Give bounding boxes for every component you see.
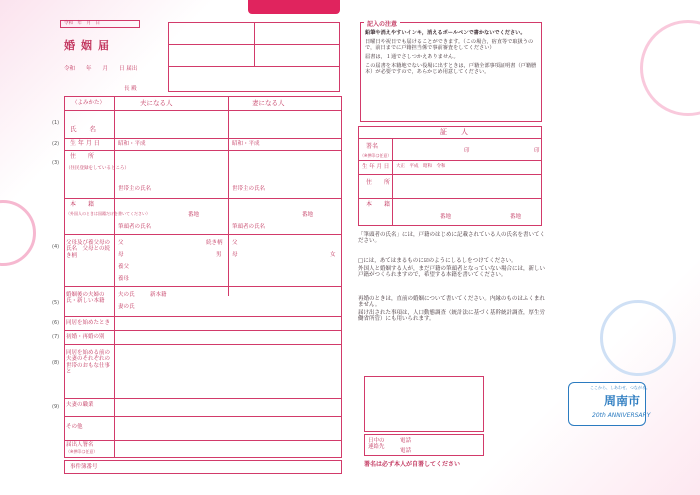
side-number: (2)	[52, 141, 60, 147]
side-number: (6)	[52, 320, 60, 326]
label-job: 夫妻の職業	[66, 402, 94, 408]
grid-line	[64, 416, 342, 417]
label-son: 男	[216, 252, 222, 258]
grid-line	[392, 138, 393, 226]
witness-title: 証 人	[440, 128, 468, 136]
note-right: 「筆頭者の氏名」には，戸籍のはじめに記載されている人の氏名を書いてください。	[358, 232, 546, 245]
banchi-wife: 番地	[302, 212, 314, 218]
side-number: (1)	[52, 120, 60, 126]
banchi-husband: 番地	[188, 212, 200, 218]
birth-era-husband: 昭和・平成	[118, 141, 146, 147]
label-name: 氏 名	[70, 125, 96, 133]
grid-line	[64, 440, 342, 441]
form-title: 婚姻届	[64, 39, 115, 52]
notice-line: 日曜日や祝日でも届けることができます。（この場合，宿直等で取扱うので，前日までに戸籍担当係で事前審査をしてください）	[365, 38, 534, 51]
witness-address: 住 所	[366, 179, 391, 186]
witness-sign-note: （※押印は任意）	[360, 153, 392, 158]
grid-line	[254, 22, 255, 66]
side-number: (5)	[52, 300, 60, 306]
side-number: (7)	[52, 334, 60, 340]
label-other: その他	[66, 424, 83, 430]
side-number: (8)	[52, 360, 60, 366]
logo-tagline: ここから、しあわせ、つながる。	[590, 385, 650, 390]
day-contact-label: 日中の連絡先	[368, 438, 385, 451]
case-no-box	[64, 460, 342, 474]
label-father-wife: 父	[232, 240, 238, 246]
label-signature-note: （※押印は任意）	[66, 449, 98, 454]
grid-line	[228, 96, 229, 296]
witness-banchi-1: 番地	[440, 214, 452, 220]
form-date-line: 令和 年 月 日 届出	[64, 66, 138, 72]
decor-circle	[0, 200, 36, 266]
grid-line	[358, 174, 542, 175]
label-relation: 続き柄	[206, 240, 223, 246]
label-wife-name: 妻の氏	[118, 304, 135, 310]
birth-era-wife: 昭和・平成	[232, 141, 260, 147]
phone-label-1: 電話	[400, 438, 412, 444]
notice-box	[360, 22, 542, 122]
decor-circle	[600, 300, 676, 376]
label-daughter: 女	[330, 252, 336, 258]
side-number: (4)	[52, 244, 60, 250]
label-address: 住 所	[70, 153, 95, 160]
label-adopt-father: 養父	[118, 264, 130, 270]
label-signature: 届出人署名	[66, 442, 94, 448]
label-father: 父	[118, 240, 124, 246]
label-mother-wife: 母	[232, 252, 238, 258]
note-right: □には，あてはまるものに☑のようにしるしをつけてください。	[358, 258, 517, 264]
notice-line: 鉛筆や消えやすいインキ，消えるボールペンで書かないでください。	[365, 30, 526, 36]
label-husband: 夫になる人	[140, 99, 173, 107]
note-right: 再婚のときは，直前の婚姻について書いてください。内縁のものはふくまれません。	[358, 296, 545, 309]
label-mother: 母	[118, 252, 124, 258]
grid-line	[64, 138, 342, 139]
label-furigana: （よみかた）	[72, 100, 106, 106]
label-work: 同居を始める前の夫妻のそれぞれの世帯のおもな仕事と	[66, 350, 111, 375]
label-householder: 世帯主の氏名	[118, 186, 152, 192]
witness-era: 大正 平成 昭和 令和	[396, 164, 446, 169]
witness-seal-1: 印	[464, 148, 470, 154]
note-right: 届け出された事項は，人口動態調査（統計法に基づく基幹統計調査，厚生労働省所管）にも用いられます。	[358, 310, 546, 323]
label-parents: 父母及び養父母の氏名 父母との続き柄	[66, 240, 111, 259]
label-domicile-note: （外国人のときは国籍だけを書いてください）	[66, 211, 150, 216]
label-adopt-mother: 養母	[118, 276, 130, 282]
label-husband-name: 夫の氏	[118, 292, 135, 298]
grid-line	[64, 234, 342, 235]
receipt-date: 令和 年 月 日	[64, 21, 100, 26]
grid-line	[64, 286, 342, 287]
grid-line	[64, 398, 342, 399]
label-new-name: 婚姻後の夫婦の氏・新しい本籍	[66, 292, 105, 305]
label-new-domicile: 新本籍	[150, 292, 167, 298]
label-head-wife: 筆頭者の氏名	[232, 224, 266, 230]
label-householder-wife: 世帯主の氏名	[232, 186, 266, 192]
side-number: (9)	[52, 404, 60, 410]
sign-note: 署名は必ず本人が自署してください	[364, 461, 461, 468]
witness-domicile: 本 籍	[366, 201, 391, 208]
decor-circle	[640, 20, 700, 116]
side-number: (3)	[52, 160, 60, 166]
grid-line	[64, 150, 342, 151]
label-wife: 妻になる人	[252, 99, 285, 107]
grid-line	[64, 198, 342, 199]
form-office: 長 殿	[124, 86, 137, 92]
grid-line	[64, 316, 342, 317]
label-cohabit: 同居を始めたとき	[66, 320, 111, 326]
notice-line: この届書を本籍地でない役場に出すときは，戸籍全部事項証明書（戸籍謄本）が必要ですので，あらかじめ用意してください。	[365, 62, 537, 75]
grid-line	[64, 344, 342, 345]
top-banner	[248, 0, 340, 14]
grid-line	[358, 160, 542, 161]
grid-line	[168, 66, 340, 67]
witness-birth: 生 年 月 日	[362, 164, 390, 170]
witness-seal-2: 印	[534, 148, 540, 154]
logo-anniversary: 20th ANNIVERSARY	[592, 412, 651, 419]
label-head: 筆頭者の氏名	[118, 224, 152, 230]
label-domicile: 本 籍	[70, 201, 95, 208]
phone-label-2: 電話	[400, 448, 412, 454]
note-right: 外国人と婚姻する人が，まだ戸籍の筆頭者となっていない場合には，新しい戸籍がつくられますので，希望する本籍を書いてください。	[358, 266, 546, 279]
label-address-note: （住民登録をしているところ）	[66, 166, 129, 171]
label-birth: 生 年 月 日	[70, 140, 100, 147]
notice-line: 届書は，１通でさしつかえありません。	[365, 53, 459, 60]
label-case-no: 事件簿番号	[70, 464, 98, 470]
notice-heading: 記入の注意	[364, 19, 400, 28]
grid-line	[358, 138, 542, 139]
witness-table	[358, 126, 542, 226]
logo-city: 周南市	[604, 394, 641, 408]
witness-sign: 署名	[366, 143, 379, 150]
grid-line	[64, 330, 342, 331]
grid-line	[64, 110, 342, 111]
label-prev-marriage: 初婚・再婚の別	[66, 334, 105, 340]
contact-box	[364, 376, 484, 432]
witness-banchi-2: 番地	[510, 214, 522, 220]
grid-line	[358, 198, 542, 199]
